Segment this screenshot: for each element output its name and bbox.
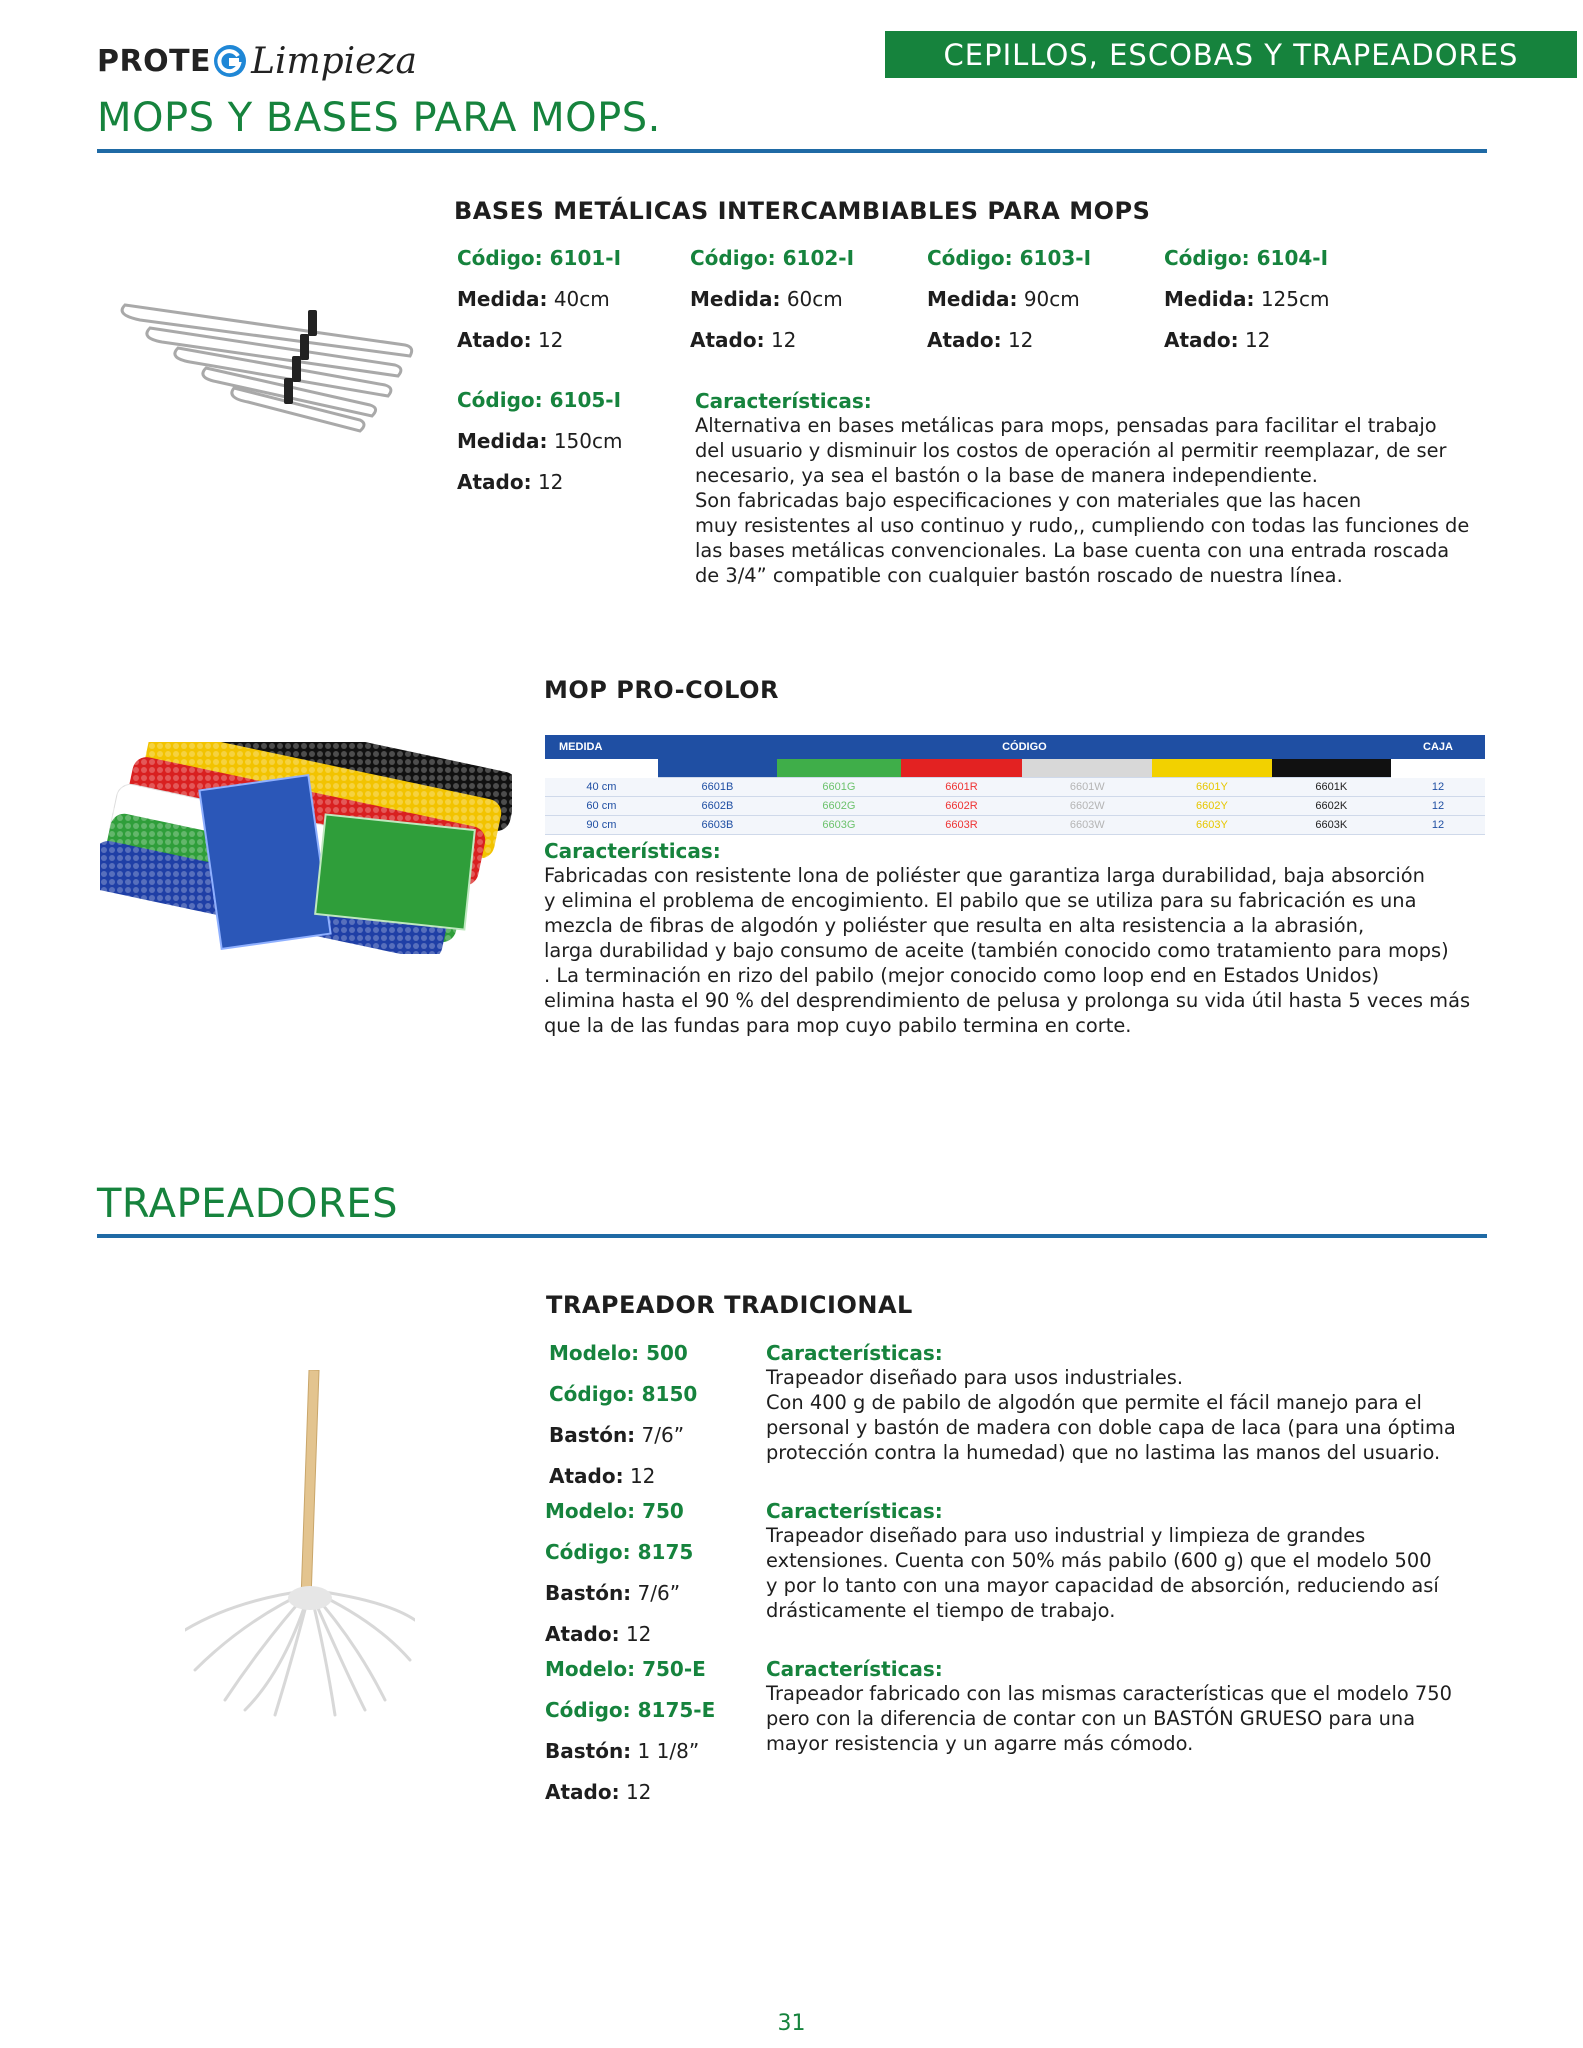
model-atado: Atado: 12 bbox=[549, 1464, 656, 1488]
logo-script: Limpieza bbox=[251, 40, 417, 82]
model-baston: Bastón: 7/6” bbox=[545, 1581, 681, 1605]
product-title-bases: BASES METÁLICAS INTERCAMBIABLES PARA MOPS bbox=[454, 197, 1151, 225]
table-row: 60 cm 6602B 6602G 6602R 6602W 6602Y 6602K 12 bbox=[545, 797, 1485, 816]
model-features-title: Características: bbox=[766, 1499, 943, 1523]
color-bar-black bbox=[1272, 759, 1391, 778]
table-header-caja: CAJA bbox=[1391, 735, 1485, 759]
mop-pro-color-image bbox=[100, 742, 512, 954]
base-medida: Medida: 90cm bbox=[927, 287, 1080, 311]
color-bar-blue bbox=[658, 759, 777, 778]
base-medida: Medida: 40cm bbox=[457, 287, 610, 311]
table-row: 40 cm 6601B 6601G 6601R 6601W 6601Y 6601K 12 bbox=[545, 778, 1485, 797]
section-title-trapeadores: TRAPEADORES bbox=[97, 1181, 398, 1227]
base-atado: Atado: 12 bbox=[1164, 328, 1271, 352]
bases-features-text: Alternativa en bases metálicas para mops, pensadas para facilitar el trabajo del usuario y disminuir los costos de operación al permitir reemplazar, de ser necesario, ya sea el bastón o la base de manera independiente. Son fabricadas bajo especificaciones y con materiales que las hacen muy resistentes al uso continuo y rudo,, cumpliendo con todas las funciones de las bases metálicas convencionales. La base cuenta con una entrada roscada de 3/4” compatible con cualquier bastón roscado de nuestra línea. bbox=[695, 414, 1470, 587]
table-row: 90 cm 6603B 6603G 6603R 6603W 6603Y 6603K 12 bbox=[545, 816, 1485, 835]
section-rule bbox=[97, 149, 1487, 153]
model-features-text: Trapeador fabricado con las mismas características que el modelo 750 pero con la diferencia de contar con un BASTÓN GRUESO para una mayor resistencia y un agarre más cómodo. bbox=[766, 1682, 1452, 1755]
base-atado: Atado: 12 bbox=[457, 328, 564, 352]
base-medida: Medida: 150cm bbox=[457, 429, 623, 453]
model-baston: Bastón: 1 1/8” bbox=[545, 1739, 700, 1763]
base-atado: Atado: 12 bbox=[690, 328, 797, 352]
model-label: Modelo: 750 bbox=[545, 1499, 684, 1523]
color-bar-yellow bbox=[1152, 759, 1271, 778]
model-features-text: Trapeador diseñado para uso industrial y limpieza de grandes extensiones. Cuenta con 50% más pabilo (600 g) que el modelo 500 y por lo tanto con una mayor capacidad de absorción, reduciendo así drásticamente el tiempo de trabajo. bbox=[766, 1524, 1439, 1622]
traditional-mop-image bbox=[185, 1370, 415, 1720]
brand-logo bbox=[97, 38, 417, 84]
mop-features-text: Fabricadas con resistente lona de poliéster que garantiza larga durabilidad, baja absorción y elimina el problema de encogimiento. El pabilo que se utiliza para su fabricación es una mezcla de fibras de algodón y poliéster que resulta en alta resistencia a la abrasión, larga durabilidad y bajo consumo de aceite (también conocido como tratamiento para mops) . La terminación en rizo del pabilo (mejor conocido como loop end en Estados Unidos) elimina hasta el 90 % del desprendimiento de pelusa y prolonga su vida útil hasta 5 veces más que la de las fundas para mop cuyo pabilo termina en corte. bbox=[544, 864, 1471, 1037]
base-code: Código: 6101-I bbox=[457, 246, 622, 270]
base-atado: Atado: 12 bbox=[457, 470, 564, 494]
color-bar-white bbox=[1022, 759, 1152, 778]
category-banner: CEPILLOS, ESCOBAS Y TRAPEADORES bbox=[885, 31, 1577, 78]
model-features-text: Trapeador diseñado para usos industriales. Con 400 g de pabilo de algodón que permite el fácil manejo para el personal y bastón de madera con doble capa de laca (para una óptima protección contra la humedad) que no lastima las manos del usuario. bbox=[766, 1366, 1456, 1464]
model-code: Código: 8175-E bbox=[545, 1698, 716, 1722]
color-bar-red bbox=[901, 759, 1022, 778]
base-code: Código: 6105-I bbox=[457, 388, 622, 412]
table-header-medida: MEDIDA bbox=[545, 735, 658, 759]
product-title-mop: MOP PRO-COLOR bbox=[544, 676, 779, 704]
base-medida: Medida: 60cm bbox=[690, 287, 843, 311]
base-code: Código: 6103-I bbox=[927, 246, 1092, 270]
model-features-title: Características: bbox=[766, 1657, 943, 1681]
model-label: Modelo: 500 bbox=[549, 1341, 688, 1365]
product-title-trapeador: TRAPEADOR TRADICIONAL bbox=[546, 1291, 913, 1319]
mop-code-table bbox=[545, 735, 1485, 835]
base-atado: Atado: 12 bbox=[927, 328, 1034, 352]
model-label: Modelo: 750-E bbox=[545, 1657, 706, 1681]
section-rule bbox=[97, 1234, 1487, 1238]
logo-g-icon bbox=[213, 44, 247, 78]
bases-features-title: Características: bbox=[695, 389, 872, 413]
color-bar-green bbox=[777, 759, 901, 778]
section-title-mops: MOPS Y BASES PARA MOPS. bbox=[97, 95, 661, 141]
base-medida: Medida: 125cm bbox=[1164, 287, 1330, 311]
logo-text: PROTE bbox=[97, 43, 212, 79]
model-code: Código: 8175 bbox=[545, 1540, 694, 1564]
page-number: 31 bbox=[777, 2011, 806, 2036]
model-features-title: Características: bbox=[766, 1341, 943, 1365]
base-code: Código: 6102-I bbox=[690, 246, 855, 270]
table-header-codigo: CÓDIGO bbox=[658, 735, 1391, 759]
base-code: Código: 6104-I bbox=[1164, 246, 1329, 270]
metal-mop-bases-image bbox=[110, 290, 430, 440]
model-code: Código: 8150 bbox=[549, 1382, 698, 1406]
model-atado: Atado: 12 bbox=[545, 1622, 652, 1646]
model-baston: Bastón: 7/6” bbox=[549, 1423, 685, 1447]
mop-features-title: Características: bbox=[544, 839, 721, 863]
model-atado: Atado: 12 bbox=[545, 1780, 652, 1804]
